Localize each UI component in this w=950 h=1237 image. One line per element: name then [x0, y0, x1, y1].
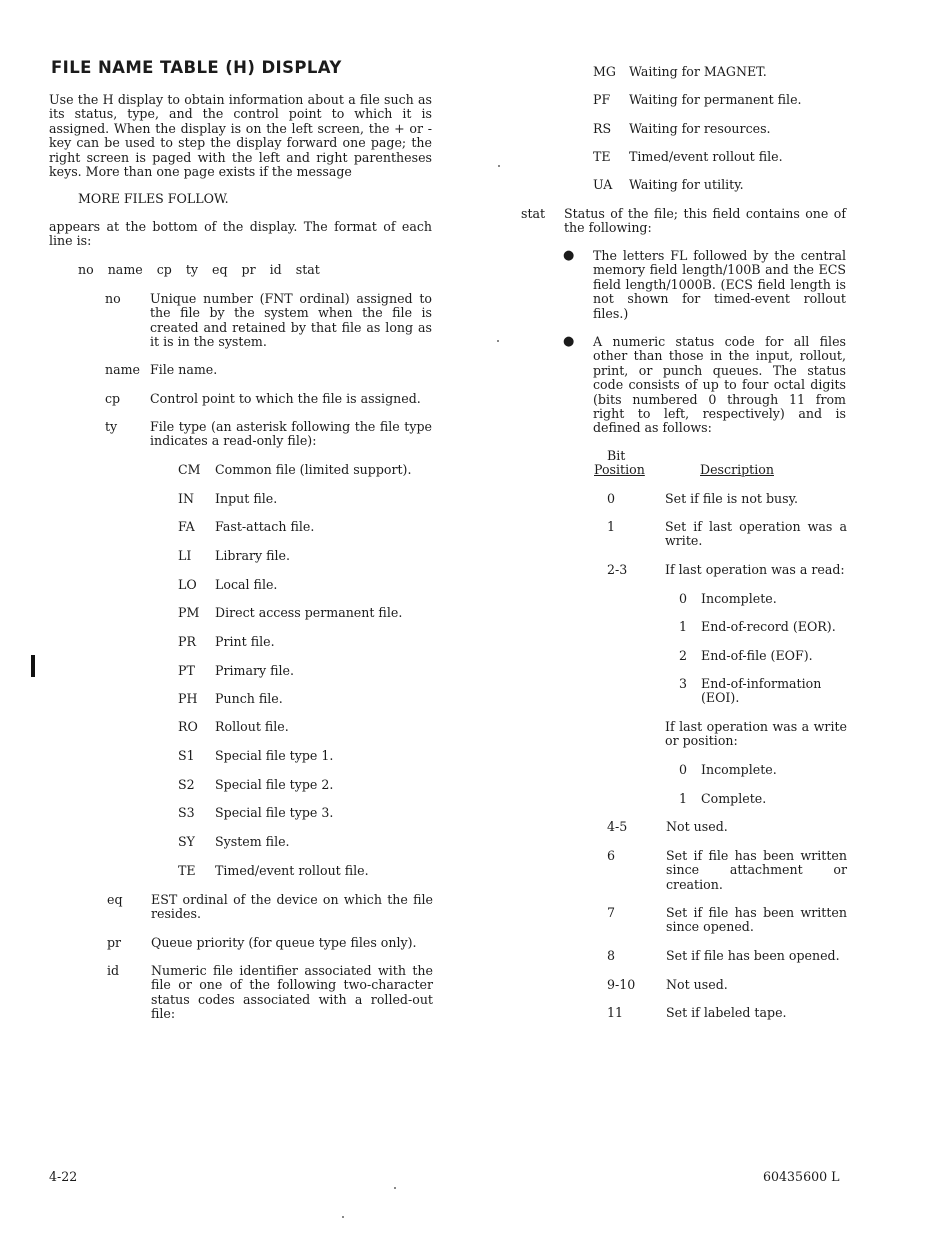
field-desc-cp: Control point to which the file is assigned. — [150, 391, 421, 406]
bit-position: 11 — [607, 1005, 624, 1020]
bit-position: 1 — [607, 519, 616, 534]
file-type-code: S1 — [178, 748, 195, 763]
bit-position: 7 — [607, 905, 616, 920]
bit-header: Bit — [607, 448, 626, 463]
file-type-desc: Print file. — [215, 634, 275, 649]
bit-desc: Not used. — [666, 977, 728, 992]
bit-position: 6 — [607, 848, 616, 863]
file-type-code: FA — [178, 519, 195, 534]
read-value-desc: End-of-information (EOI). — [701, 676, 822, 706]
file-type-code: RO — [178, 719, 198, 734]
file-type-code: LO — [178, 577, 197, 592]
bit-desc: Set if file has been opened. — [666, 948, 840, 963]
rollout-desc: Timed/event rollout file. — [629, 149, 783, 164]
field-label-ty: ty — [105, 419, 118, 434]
field-label-stat: stat — [521, 206, 546, 221]
field-label-cp: cp — [105, 391, 121, 406]
write-intro: If last operation was a write or position: — [665, 719, 847, 749]
intro-paragraph: Use the H display to obtain information about a file such as its status, type, and the control point to which it is assigned. When the display is on the left screen, the + or - key can be used to step the display forward one page; the right screen is paged with the left and right parentheses keys. More than one page exists if the message — [49, 92, 432, 180]
field-desc-pr: Queue priority (for queue type files only). — [151, 935, 417, 950]
bit-desc: Set if file has been written since attachment or creation. — [666, 848, 847, 892]
file-type-code: IN — [178, 491, 194, 506]
file-type-code: TE — [178, 863, 196, 878]
file-type-desc: Rollout file. — [215, 719, 289, 734]
bullet-text: A numeric status code for all files other than those in the input, rollout, print, or punch queues. The status code consists of up to four octal digits (bits numbered 0 through 11 from right to left, respectively) and is defined as follows: — [593, 334, 846, 436]
bit-position: 4-5 — [607, 819, 628, 834]
file-type-desc: Special file type 1. — [215, 748, 334, 763]
field-label-no: no — [105, 291, 121, 306]
after-message-paragraph: appears at the bottom of the display. The format of each line is: — [49, 219, 432, 249]
bit-desc: If last operation was a read: — [665, 562, 845, 577]
rollout-desc: Waiting for permanent file. — [629, 92, 802, 107]
file-type-code: PT — [178, 663, 195, 678]
message-text: MORE FILES FOLLOW. — [78, 191, 229, 206]
file-type-desc: Primary file. — [215, 663, 294, 678]
read-value-desc: Incomplete. — [701, 591, 777, 606]
read-value: 0 — [679, 591, 688, 606]
file-type-desc: Input file. — [215, 491, 278, 506]
read-value-desc: End-of-file (EOF). — [701, 648, 813, 663]
read-value: 1 — [679, 619, 688, 634]
file-type-desc: Timed/event rollout file. — [215, 863, 369, 878]
scan-speck — [394, 1187, 396, 1189]
file-type-code: S3 — [178, 805, 195, 820]
file-type-code: PM — [178, 605, 200, 620]
file-type-code: S2 — [178, 777, 195, 792]
bullet-text: The letters FL followed by the central memory field length/100B and the ECS field length/1000B. (ECS field length is not shown for timed-event rollout files.) — [593, 248, 846, 321]
page-number: 4-22 — [49, 1169, 78, 1184]
read-value: 2 — [679, 648, 688, 663]
bullet-dot: ● — [563, 248, 575, 263]
rollout-code: PF — [593, 92, 611, 107]
bit-desc: Set if last operation was a write. — [665, 519, 847, 549]
file-type-desc: Local file. — [215, 577, 278, 592]
field-label-pr: pr — [107, 935, 122, 950]
field-desc-no: Unique number (FNT ordinal) assigned to the file by the system when the file is created and retained by that file as long as it is in the system. — [150, 291, 432, 350]
format-line: no name cp ty eq pr id stat — [78, 262, 320, 277]
page-title: FILE NAME TABLE (H) DISPLAY — [51, 58, 342, 77]
field-label-id: id — [107, 963, 120, 978]
scan-speck — [342, 1216, 344, 1218]
write-value: 1 — [679, 791, 688, 806]
change-bar — [31, 655, 35, 677]
bit-desc: Not used. — [666, 819, 728, 834]
file-type-code: LI — [178, 548, 192, 563]
bit-position: 8 — [607, 948, 616, 963]
file-type-desc: Punch file. — [215, 691, 283, 706]
file-type-desc: System file. — [215, 834, 290, 849]
file-type-desc: Common file (limited support). — [215, 462, 412, 477]
rollout-desc: Waiting for utility. — [629, 177, 744, 192]
write-value-desc: Incomplete. — [701, 762, 777, 777]
file-type-desc: Fast-attach file. — [215, 519, 315, 534]
field-desc-ty: File type (an asterisk following the file type indicates a read-only file): — [150, 419, 432, 449]
scan-speck — [497, 340, 499, 342]
read-value-desc: End-of-record (EOR). — [701, 619, 836, 634]
field-desc-name: File name. — [150, 362, 218, 377]
field-desc-id: Numeric file identifier associated with the file or one of the following two-character status codes associated with a rolled-out file: — [151, 963, 433, 1022]
bit-desc: Set if labeled tape. — [666, 1005, 787, 1020]
position-header: Position — [594, 462, 645, 477]
write-value: 0 — [679, 762, 688, 777]
file-type-code: CM — [178, 462, 201, 477]
bit-desc: Set if file has been written since opened. — [666, 905, 847, 935]
field-desc-eq: EST ordinal of the device on which the file resides. — [151, 892, 433, 922]
rollout-code: TE — [593, 149, 611, 164]
bullet-dot: ● — [563, 334, 575, 349]
file-type-desc: Special file type 2. — [215, 777, 334, 792]
field-desc-stat: Status of the file; this field contains one of the following: — [564, 206, 846, 236]
file-type-desc: Library file. — [215, 548, 291, 563]
description-header: Description — [700, 462, 774, 477]
file-type-desc: Special file type 3. — [215, 805, 334, 820]
field-label-eq: eq — [107, 892, 123, 907]
bit-position: 9-10 — [607, 977, 636, 992]
file-type-desc: Direct access permanent file. — [215, 605, 403, 620]
file-type-code: SY — [178, 834, 195, 849]
write-value-desc: Complete. — [701, 791, 767, 806]
rollout-desc: Waiting for resources. — [629, 121, 771, 136]
file-type-code: PH — [178, 691, 198, 706]
bit-position: 2-3 — [607, 562, 628, 577]
rollout-code: MG — [593, 64, 616, 79]
field-label-name: name — [105, 362, 141, 377]
bit-desc: Set if file is not busy. — [665, 491, 799, 506]
rollout-code: RS — [593, 121, 612, 136]
read-value: 3 — [679, 676, 688, 691]
document-number: 60435600 L — [763, 1169, 840, 1184]
file-type-code: PR — [178, 634, 196, 649]
rollout-code: UA — [593, 177, 613, 192]
rollout-desc: Waiting for MAGNET. — [629, 64, 767, 79]
bit-position: 0 — [607, 491, 616, 506]
scan-speck — [498, 165, 500, 167]
